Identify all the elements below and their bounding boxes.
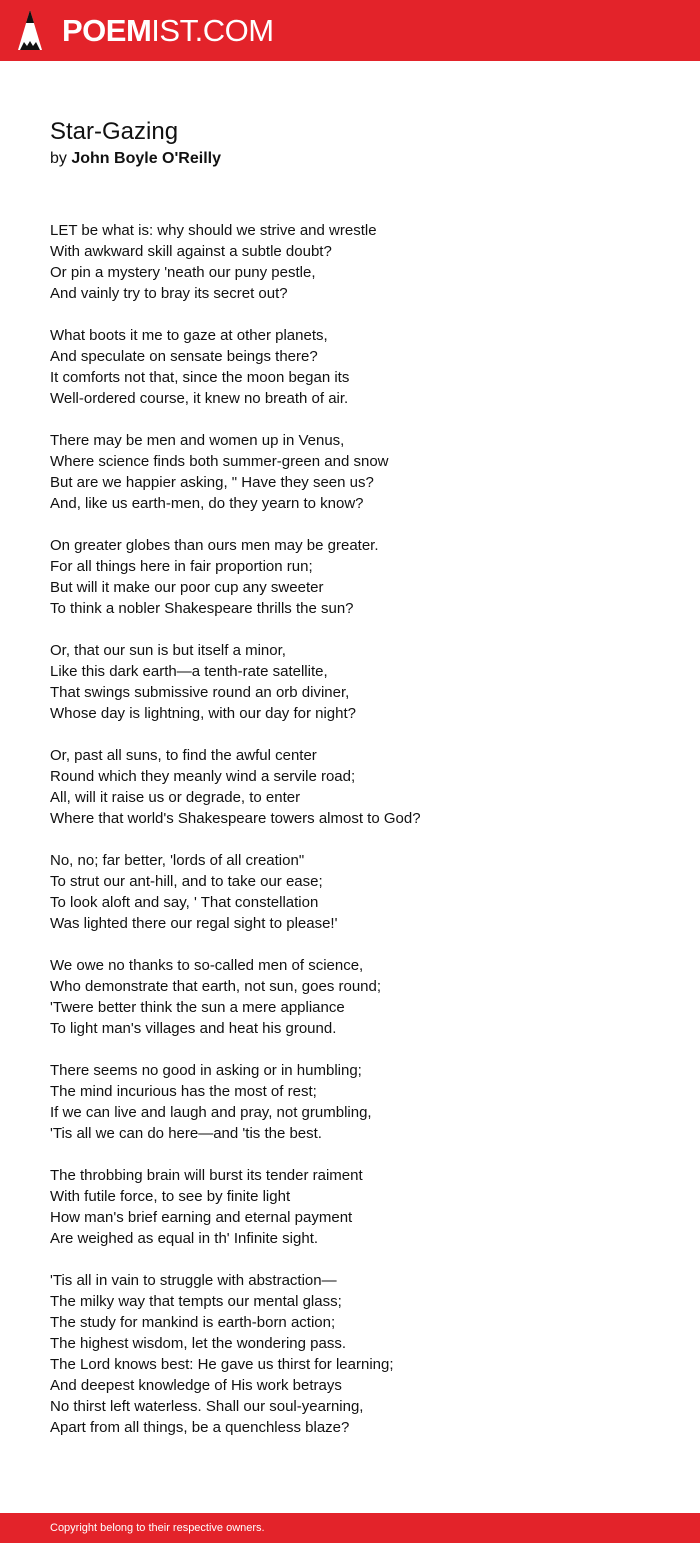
poem-line: No, no; far better, 'lords of all creation" — [50, 852, 305, 869]
poem-line: The Lord knows best: He gave us thirst for learning; — [50, 1356, 394, 1373]
author-name: John Boyle O'Reilly — [71, 150, 221, 167]
poem-line: LET be what is: why should we strive and wrestle — [50, 222, 377, 239]
poem-line: The throbbing brain will burst its tender raiment — [50, 1167, 363, 1184]
stanza — [50, 745, 650, 829]
poem-line: There seems no good in asking or in humbling; — [50, 1062, 362, 1079]
poem-line: To light man's villages and heat his ground. — [50, 1020, 337, 1037]
poem-line: The milky way that tempts our mental glass; — [50, 1293, 342, 1310]
stanza — [50, 640, 650, 724]
by-label: by — [50, 150, 67, 167]
poem-line: And vainly try to bray its secret out? — [50, 285, 288, 302]
poem-line: 'Tis all in vain to struggle with abstraction— — [50, 1272, 337, 1289]
poem-line: 'Tis all we can do here—and 'tis the best. — [50, 1125, 322, 1142]
poem-line: Who demonstrate that earth, not sun, goes round; — [50, 978, 382, 995]
stanza — [50, 430, 650, 514]
poem-line: But are we happier asking, " Have they seen us? — [50, 474, 374, 491]
poem-line: With futile force, to see by finite light — [50, 1188, 291, 1205]
poem-line: And, like us earth-men, do they yearn to know? — [50, 495, 364, 512]
stanza — [50, 1060, 650, 1144]
poem-line: Or, past all suns, to find the awful center — [50, 747, 317, 764]
poem-line: Or, that our sun is but itself a minor, — [50, 642, 286, 659]
poem-line: Are weighed as equal in th' Infinite sight. — [50, 1230, 319, 1247]
poem-line: The highest wisdom, let the wondering pass. — [50, 1335, 346, 1352]
site-logo[interactable] — [62, 11, 274, 51]
stanza — [50, 325, 650, 409]
poem-line: Like this dark earth—a tenth-rate satellite, — [50, 663, 328, 680]
poem-line: And speculate on sensate beings there? — [50, 348, 318, 365]
stanza — [50, 955, 650, 1039]
poem-line: Where science finds both summer-green and snow — [50, 453, 389, 470]
poem-line: And deepest knowledge of His work betrays — [50, 1377, 342, 1394]
poem-line: Where that world's Shakespeare towers almost to God? — [50, 810, 421, 827]
stanza — [50, 220, 650, 304]
stanza — [50, 1270, 650, 1438]
poem-line: On greater globes than ours men may be greater. — [50, 537, 379, 554]
poem-line: Apart from all things, be a quenchless blaze? — [50, 1419, 350, 1436]
poem-line: If we can live and laugh and pray, not grumbling, — [50, 1104, 372, 1121]
poem-body — [50, 220, 650, 1459]
poem-line: With awkward skill against a subtle doubt? — [50, 243, 332, 260]
poem-line: Or pin a mystery 'neath our puny pestle, — [50, 264, 316, 281]
byline — [50, 149, 221, 169]
poem-line: The study for mankind is earth-born action; — [50, 1314, 336, 1331]
poem-line: What boots it me to gaze at other planets, — [50, 327, 328, 344]
poem-line: To look aloft and say, ' That constellation — [50, 894, 319, 911]
poem-line: To strut our ant-hill, and to take our ease; — [50, 873, 323, 890]
poem-line: For all things here in fair proportion run; — [50, 558, 313, 575]
poem-line: Well-ordered course, it knew no breath of air. — [50, 390, 349, 407]
stanza — [50, 850, 650, 934]
poem-line: That swings submissive round an orb diviner, — [50, 684, 350, 701]
site-header — [0, 0, 700, 61]
logo-light-text: IST.COM — [151, 13, 274, 48]
poem-line: Whose day is lightning, with our day for night? — [50, 705, 356, 722]
poem-line: We owe no thanks to so-called men of science, — [50, 957, 364, 974]
poem-line: To think a nobler Shakespeare thrills the sun? — [50, 600, 354, 617]
logo-bold-text: POEM — [62, 13, 152, 48]
poem-line: But will it make our poor cup any sweeter — [50, 579, 324, 596]
stanza — [50, 1165, 650, 1249]
stanza — [50, 535, 650, 619]
pencil-tip-icon[interactable] — [17, 9, 43, 51]
poem-line: The mind incurious has the most of rest; — [50, 1083, 317, 1100]
poem-line: No thirst left waterless. Shall our soul-yearning, — [50, 1398, 364, 1415]
poem-line: How man's brief earning and eternal payment — [50, 1209, 353, 1226]
poem-line: All, will it raise us or degrade, to enter — [50, 789, 301, 806]
poem-line: Round which they meanly wind a servile road; — [50, 768, 356, 785]
poem-line: 'Twere better think the sun a mere appliance — [50, 999, 345, 1016]
copyright-text: Copyright belong to their respective owners. — [50, 1522, 265, 1534]
site-footer — [0, 1513, 700, 1543]
poem-line: It comforts not that, since the moon began its — [50, 369, 350, 386]
poem-line: There may be men and women up in Venus, — [50, 432, 345, 449]
poem-line: Was lighted there our regal sight to please!' — [50, 915, 338, 932]
poem-title: Star-Gazing — [50, 118, 179, 145]
